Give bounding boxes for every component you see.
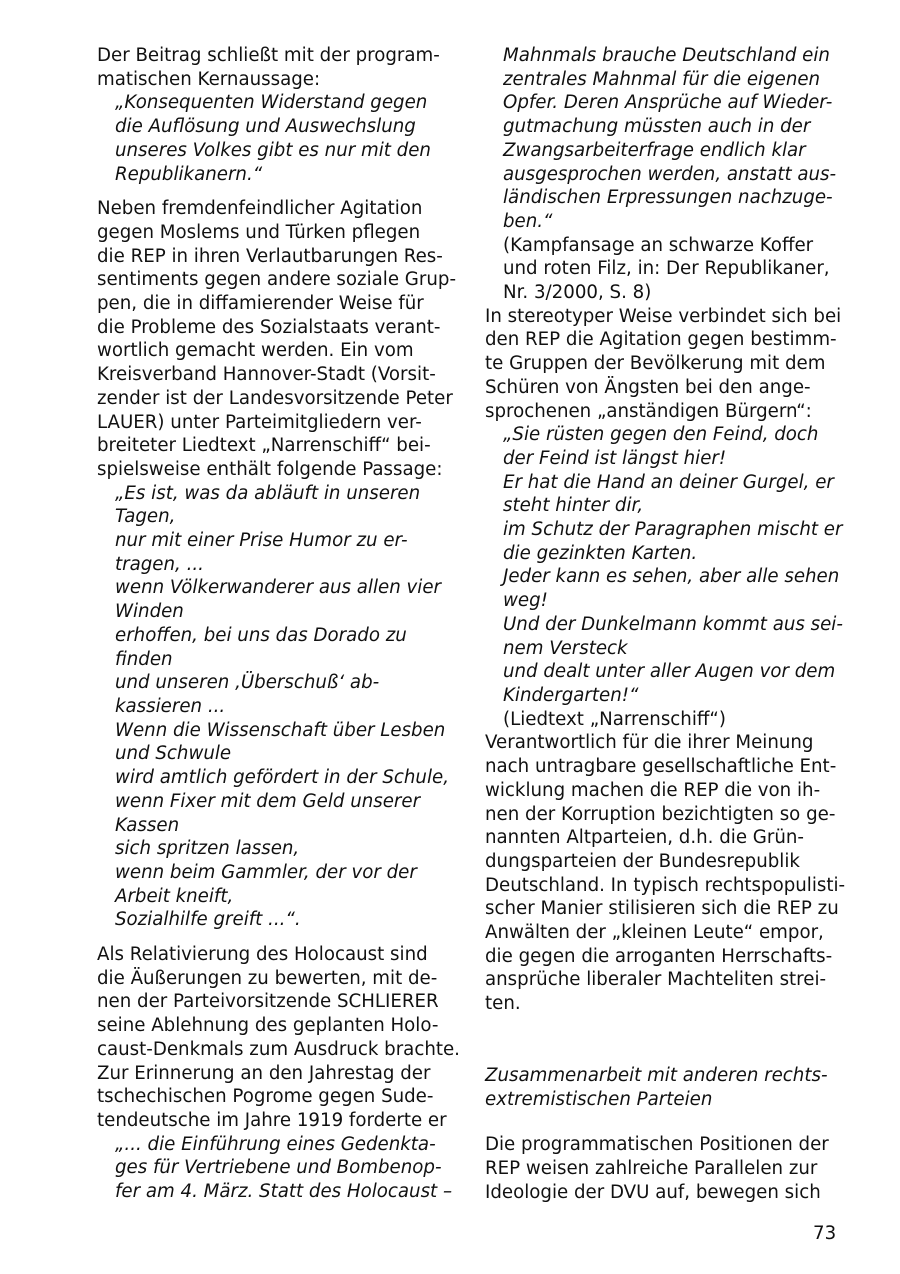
quote-line: weg! — [503, 590, 548, 612]
text-line: wortlich gemacht werden. Ein vom — [97, 340, 414, 362]
text-line: tendeutsche im Jahre 1919 forderte er — [97, 1109, 447, 1131]
quote-line: Kassen — [115, 814, 180, 836]
quote-line: Er hat die Hand an deiner Gurgel, er — [503, 471, 834, 493]
text-line: Kreisverband Hannover-Stadt (Vorsit- — [97, 364, 436, 386]
quote-line: „... die Einführung eines Gedenkta- — [115, 1133, 436, 1155]
quote-line: fer am 4. März. Statt des Holocaust – — [115, 1181, 453, 1203]
text-line: Die programmatischen Positionen der — [485, 1134, 829, 1156]
quote-line: Jeder kann es sehen, aber alle sehen — [503, 566, 840, 588]
text-line: Verantwortlich für die ihrer Meinung — [485, 732, 814, 754]
quote-line: und unseren ‚Überschuß‘ ab- — [115, 672, 380, 694]
quote-line: Republikanern.“ — [115, 163, 263, 185]
text-line: sentiments gegen andere soziale Grup- — [97, 269, 457, 291]
text-line: Deutschland. In typisch rechtspopulisti- — [485, 874, 846, 896]
quote-line: wenn Fixer mit dem Geld unserer — [115, 790, 421, 812]
citation-line: (Kampfansage an schwarze Koffer — [503, 234, 814, 256]
quote-line: die gezinkten Karten. — [503, 542, 698, 564]
text-line: ansprüche liberaler Machteliten strei- — [485, 969, 827, 991]
text-line: Neben fremdenfeindlicher Agitation — [97, 198, 423, 220]
quote-line: steht hinter dir, — [503, 495, 644, 517]
text-line: gegen Moslems und Türken pflegen — [97, 221, 421, 243]
text-line: matischen Kernaussage: — [97, 68, 321, 90]
quote-line: Tagen, — [115, 506, 176, 528]
quote-line: nur mit einer Prise Humor zu er- — [115, 530, 408, 552]
left-column — [97, 44, 462, 1204]
text-line: tschechischen Pogrome gegen Sude- — [97, 1086, 434, 1108]
text-line: sprochenen „anständigen Bürgern“: — [485, 400, 812, 422]
text-line: Der Beitrag schließt mit der program- — [97, 45, 440, 66]
citation-line: (Liedtext „Narrenschiff“) — [503, 708, 726, 730]
quote-line: Arbeit kneift, — [115, 885, 234, 907]
text-line: zender ist der Landesvorsitzende Peter — [97, 387, 453, 409]
quote-line: ausgesprochen werden, anstatt aus- — [503, 163, 837, 185]
text-line: caust-Denkmals zum Ausdruck brachte. — [97, 1038, 460, 1060]
text-line: te Gruppen der Bevölkerung mit dem — [485, 353, 826, 375]
quote-line: „Sie rüsten gegen den Feind, doch — [503, 424, 819, 446]
text-line: nen der Korruption bezichtigten so ge- — [485, 803, 836, 825]
text-line: breiteter Liedtext „Narrenschiff“ bei- — [97, 435, 431, 457]
quote-line: Wenn die Wissenschaft über Lesben — [115, 719, 446, 741]
text-line: scher Manier stilisieren sich die REP zu — [485, 898, 839, 920]
text-line: seine Ablehnung des geplanten Holo- — [97, 1015, 439, 1037]
text-line: Anwälten der „kleinen Leute“ empor, — [485, 922, 824, 944]
quote-line: Kindergarten!“ — [503, 684, 639, 706]
page-number: 73 — [813, 1223, 837, 1244]
text-line: nach untragbare gesellschaftliche Ent- — [485, 756, 837, 778]
quote-line: Winden — [115, 601, 184, 623]
quote-line: „Konsequenten Widerstand gegen — [115, 92, 428, 114]
text-line: spielsweise enthält folgende Passage: — [97, 458, 443, 480]
citation-line: Nr. 3/2000, S. 8) — [503, 282, 652, 304]
quote-line: Zwangsarbeiterfrage endlich klar — [503, 139, 806, 161]
quote-line: kassieren ... — [115, 695, 226, 717]
text-line: die gegen die arroganten Herrschafts- — [485, 945, 833, 967]
quote-line: Mahnmals brauche Deutschland ein — [503, 45, 830, 66]
text-line: nen der Parteivorsitzende SCHLIERER — [97, 991, 439, 1013]
quote-line: wenn Völkerwanderer aus allen vier — [115, 577, 442, 599]
quote-line: nem Versteck — [503, 637, 628, 659]
quote-line: „Es ist, was da abläuft in unseren — [115, 482, 421, 504]
text-line: REP weisen zahlreiche Parallelen zur — [485, 1157, 818, 1179]
text-line: In stereotyper Weise verbindet sich bei — [485, 305, 842, 327]
quote-line: tragen, ... — [115, 553, 204, 575]
text-line: Zur Erinnerung an den Jahrestag der — [97, 1062, 431, 1084]
text-line: die REP in ihren Verlautbarungen Res- — [97, 245, 443, 267]
text-line: den REP die Agitation gegen bestimm- — [485, 329, 837, 351]
quote-line: der Feind ist längst hier! — [503, 447, 727, 469]
quote-line: unseres Volkes gibt es nur mit den — [115, 139, 431, 161]
text-line: die Probleme des Sozialstaats verant- — [97, 316, 441, 338]
text-line: Ideologie der DVU auf, bewegen sich — [485, 1181, 821, 1203]
quote-line: ges für Vertriebene und Bombenop- — [115, 1157, 442, 1179]
quote-line: wenn beim Gammler, der vor der — [115, 861, 417, 883]
section-heading: extremistischen Parteien — [485, 1088, 713, 1110]
quote-line: die Auflösung und Auswechslung — [115, 116, 416, 138]
section-heading: Zusammenarbeit mit anderen rechts- — [485, 1064, 828, 1086]
quote-line: und dealt unter aller Augen vor dem — [503, 661, 836, 683]
quote-line: ben.“ — [503, 210, 553, 232]
text-line: nannten Altparteien, d.h. die Grün- — [485, 827, 804, 849]
text-line: dungsparteien der Bundesrepublik — [485, 850, 800, 872]
quote-line: finden — [115, 648, 173, 670]
quote-line: gutmachung müssten auch in der — [503, 116, 811, 138]
quote-line: sich spritzen lassen, — [115, 838, 300, 860]
text-line: LAUER) unter Parteimitgliedern ver- — [97, 411, 422, 433]
quote-line: und Schwule — [115, 743, 232, 765]
quote-line: erhoffen, bei uns das Dorado zu — [115, 624, 407, 646]
quote-line: ländischen Erpressungen nachzuge- — [503, 187, 833, 209]
quote-line: Und der Dunkelmann kommt aus sei- — [503, 613, 843, 635]
text-line: ten. — [485, 993, 521, 1015]
text-line: Als Relativierung des Holocaust sind — [97, 944, 428, 966]
quote-line: zentrales Mahnmal für die eigenen — [503, 68, 821, 90]
text-line: die Äußerungen zu bewerten, mit de- — [97, 967, 438, 989]
quote-line: im Schutz der Paragraphen mischt er — [503, 519, 843, 541]
citation-line: und roten Filz, in: Der Republikaner, — [503, 258, 830, 280]
text-line: wicklung machen die REP die von ih- — [485, 779, 821, 801]
text-line: Schüren von Ängsten bei den ange- — [485, 376, 811, 398]
text-line: pen, die in diffamierender Weise für — [97, 293, 424, 315]
quote-line: Sozialhilfe greift ...“. — [115, 909, 301, 931]
right-column — [485, 44, 850, 1204]
quote-line: Opfer. Deren Ansprüche auf Wieder- — [503, 92, 833, 114]
quote-line: wird amtlich gefördert in der Schule, — [115, 767, 449, 789]
